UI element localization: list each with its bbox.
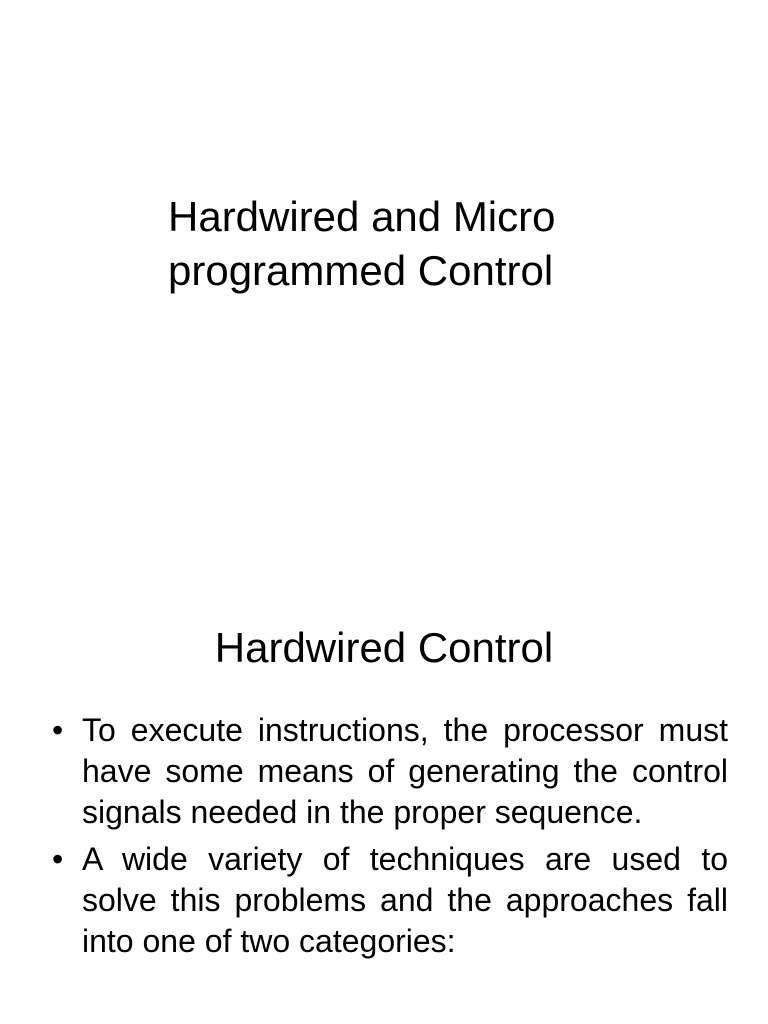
slide-title: Hardwired Control	[214, 624, 554, 671]
bullet-list	[52, 710, 728, 968]
bullet-text: A wide variety of techniques are used to solve this problems and the approaches fall into one of two categories:	[82, 841, 728, 959]
presentation-title-line-2: programmed Control	[168, 247, 554, 294]
content-slide	[0, 600, 768, 1024]
bullet-text: To execute instructions, the processor must have some means of generating the control signals needed in the proper sequence.	[82, 712, 728, 830]
presentation-title-line-1: Hardwired and Micro	[168, 193, 556, 240]
presentation-title	[168, 190, 688, 298]
bullet-icon: •	[52, 841, 64, 877]
bullet-item	[52, 839, 728, 962]
bullet-icon: •	[52, 712, 64, 748]
bullet-item	[52, 710, 728, 833]
